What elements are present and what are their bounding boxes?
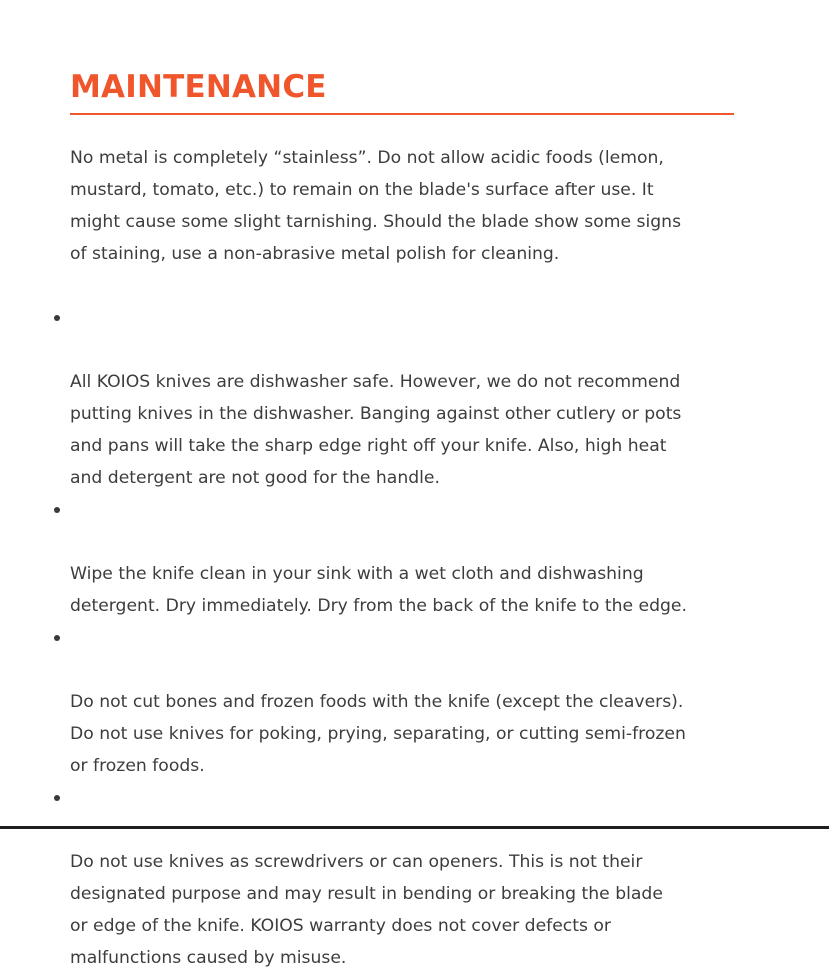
intro-paragraph: No metal is completely “stainless”. Do not allow acidic foods (lemon, mustard, tomato, etc.) to remain on the blade's surface after use. It might cause some slight tarnishing. Should the blade show some signs of staining, use a non-abrasive metal polish for cleaning. bbox=[70, 148, 682, 264]
bullet-dot-icon bbox=[54, 507, 60, 513]
list-item bbox=[70, 302, 760, 494]
title-divider bbox=[70, 113, 734, 115]
list-item bbox=[70, 782, 760, 974]
bullet-dot-icon bbox=[54, 315, 60, 321]
maintenance-list bbox=[70, 302, 760, 974]
list-item-text: Wipe the knife clean in your sink with a wet cloth and dishwashing detergent. Dry immediately. Dry from the back of the knife to the edge. bbox=[70, 564, 687, 616]
page-title: MAINTENANCE bbox=[70, 69, 327, 105]
list-item bbox=[70, 622, 760, 782]
bullet-dot-icon bbox=[54, 795, 60, 801]
list-item-text: Do not cut bones and frozen foods with the knife (except the cleavers). Do not use knives for poking, prying, separating, or cutting semi-frozen or frozen foods. bbox=[70, 692, 686, 776]
list-item-text: Do not use knives as screwdrivers or can openers. This is not their designated purpose and may result in bending or breaking the blade or edge of the knife. KOIOS warranty does not cover defects or malfunctions caused by misuse. bbox=[70, 852, 663, 968]
list-item bbox=[70, 494, 760, 622]
list-item-text: All KOIOS knives are dishwasher safe. However, we do not recommend putting knives in the dishwasher. Banging against other cutlery or pots and pans will take the sharp edge right off your knife. Also, high heat and detergent are not good for the handle. bbox=[70, 372, 682, 488]
bullet-dot-icon bbox=[54, 635, 60, 641]
